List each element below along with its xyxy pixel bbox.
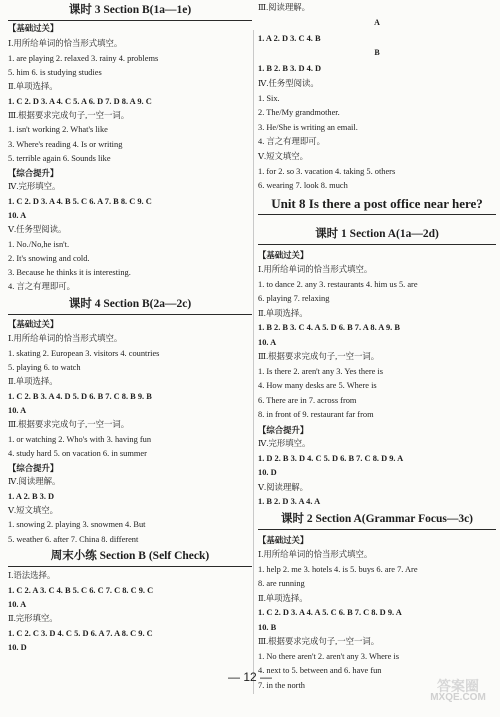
answer-line: 1. C 2. D 3. A 4. B 5. C 6. A 7. B 8. C 9. C <box>8 197 152 206</box>
answer-line: 3. He/She is writing an email. <box>258 123 358 132</box>
category-heading: 【综合提升】 <box>8 168 59 178</box>
title-underline <box>258 529 496 530</box>
answer-line: 1. to dance 2. any 3. restaurants 4. him us 5. are <box>258 280 418 289</box>
answer-line: Ⅱ.完形填空。 <box>8 614 58 623</box>
answer-line: 8. are running <box>258 579 305 588</box>
page-number: — 12 — <box>227 670 272 684</box>
answer-line: 1. are playing 2. relaxed 3. rainy 4. problems <box>8 54 159 63</box>
category-heading: 【综合提升】 <box>8 463 59 473</box>
answer-line: 10. A <box>8 600 27 609</box>
answer-line: 4. How many desks are 5. Where is <box>258 381 377 390</box>
answer-line: 2. The/My grandmother. <box>258 108 340 117</box>
answer-line: Ⅲ.根据要求完成句子,一空一词。 <box>258 637 380 646</box>
answer-line: 1. A 2. B 3. D <box>8 492 55 501</box>
answer-line: 1. for 2. so 3. vacation 4. taking 5. others <box>258 167 396 176</box>
answer-line: Ⅳ.完形填空。 <box>258 439 311 448</box>
answer-line: 3. Where's reading 4. Is or writing <box>8 140 123 149</box>
answer-line: 7. in the north <box>258 681 305 690</box>
answer-line: 1. C 2. D 3. A 4. A 5. C 6. B 7. C 8. D 9. A <box>258 608 402 617</box>
answer-line: 1. No./No,he isn't. <box>8 240 70 249</box>
answer-line: 6. There are in 7. across from <box>258 396 357 405</box>
answer-line: 2. It's snowing and cold. <box>8 254 90 263</box>
answer-line: 5. weather 6. after 7. China 8. different <box>8 535 139 544</box>
answer-line: 6. wearing 7. look 8. much <box>258 181 348 190</box>
answer-line: Ⅱ.单项选择。 <box>8 82 58 91</box>
answer-line: 4. next to 5. between and 6. have fun <box>258 666 382 675</box>
category-heading: 【基础过关】 <box>8 23 59 33</box>
answer-line: Ⅲ.根据要求完成句子,一空一词。 <box>258 352 380 361</box>
category-heading: 【基础过关】 <box>8 319 59 329</box>
answer-line: 1. B 2. B 3. C 4. A 5. D 6. B 7. A 8. A 9. B <box>258 323 400 332</box>
answer-line: Ⅴ.短文填空。 <box>8 506 59 515</box>
answer-line: 5. terrible again 6. Sounds like <box>8 154 111 163</box>
title-underline <box>8 314 252 315</box>
section-title: 课时 2 Section A(Grammar Focus—3c) <box>280 513 474 525</box>
answer-line: Ⅲ.根据要求完成句子,一空一词。 <box>8 420 130 429</box>
passage-label: A <box>374 18 380 27</box>
answer-line: 4. study hard 5. on vacation 6. in summer <box>8 449 147 458</box>
answer-line: Ⅰ.用所给单词的恰当形式填空。 <box>258 265 373 274</box>
section-title: Unit 8 Is there a post office near here? <box>271 196 483 211</box>
answer-line: 1. C 2. C 3. D 4. C 5. D 6. A 7. A 8. C 9. C <box>8 629 153 638</box>
section-title: 课时 1 Section A(1a—2d) <box>315 228 439 240</box>
answer-line: 1. Is there 2. aren't any 3. Yes there is <box>258 367 384 376</box>
answer-line: Ⅰ.语法选择。 <box>8 571 56 580</box>
answer-line: 4. 言之有理即可。 <box>8 282 75 291</box>
answer-line: 4. 言之有理即可。 <box>258 137 325 146</box>
answer-line: Ⅰ.用所给单词的恰当形式填空。 <box>8 334 123 343</box>
answer-line: 1. Six. <box>258 94 280 103</box>
answer-line: 1. A 2. D 3. C 4. B <box>258 34 321 43</box>
answer-line: Ⅲ.根据要求完成句子,一空一词。 <box>8 111 130 120</box>
answer-line: Ⅴ.任务型阅读。 <box>8 225 67 234</box>
answer-line: Ⅳ.阅读理解。 <box>8 477 61 486</box>
answer-line: 1. help 2. me 3. hotels 4. is 5. buys 6. are 7. Are <box>258 565 418 574</box>
answer-line: 1. or watching 2. Who's with 3. having fun <box>8 435 152 444</box>
answer-line: 6. playing 7. relaxing <box>258 294 330 303</box>
answer-line: 1. skating 2. European 3. visitors 4. countries <box>8 349 160 358</box>
section-title: 周末小练 Section B (Self Check) <box>50 550 210 562</box>
answer-line: Ⅰ.用所给单词的恰当形式填空。 <box>8 39 123 48</box>
answer-line: 1. C 2. D 3. A 4. C 5. A 6. D 7. D 8. A 9. C <box>8 97 152 106</box>
section-title: 课时 3 Section B(1a—1e) <box>68 4 192 16</box>
answer-line: Ⅳ.完形填空。 <box>8 182 61 191</box>
answer-line: 8. in front of 9. restaurant far from <box>258 410 374 419</box>
answer-line: 1. B 2. D 3. A 4. A <box>258 497 321 506</box>
answer-line: Ⅱ.单项选择。 <box>258 309 308 318</box>
answer-line: 1. isn't working 2. What's like <box>8 125 108 134</box>
answer-line: Ⅱ.单项选择。 <box>8 377 58 386</box>
category-heading: 【综合提升】 <box>258 425 309 435</box>
answer-line: Ⅴ.短文填空。 <box>258 152 309 161</box>
answer-line: 1. No there aren't 2. aren't any 3. Where is <box>258 652 399 661</box>
answer-line: Ⅰ.用所给单词的恰当形式填空。 <box>258 550 373 559</box>
section-title: 课时 4 Section B(2a—2c) <box>68 298 192 310</box>
answer-line: 10. A <box>258 338 277 347</box>
answer-line: Ⅴ.阅读理解。 <box>258 483 309 492</box>
answer-line: 10. D <box>258 468 277 477</box>
answer-line: 1. C 2. B 3. A 4. D 5. D 6. B 7. C 8. B 9. B <box>8 392 152 401</box>
answer-line: 3. Because he thinks it is interesting. <box>8 268 131 277</box>
column-divider <box>253 30 254 694</box>
watermark-logo <box>418 680 498 704</box>
title-underline <box>8 20 252 21</box>
watermark-name: 答案圈 <box>437 678 479 694</box>
answer-line: 1. B 2. B 3. D 4. D <box>258 64 322 73</box>
watermark-url: MXQE.COM <box>430 692 486 703</box>
answer-line: 1. C 2. A 3. C 4. B 5. C 6. C 7. C 8. C 9. C <box>8 586 154 595</box>
answer-line: Ⅲ.阅读理解。 <box>258 3 311 12</box>
title-underline <box>258 214 496 215</box>
title-underline <box>258 244 496 245</box>
answer-line: 5. playing 6. to watch <box>8 363 81 372</box>
category-heading: 【基础过关】 <box>258 250 309 260</box>
answer-line: 5. him 6. is studying studies <box>8 68 102 77</box>
answer-line: 10. B <box>258 623 277 632</box>
answer-line: 1. D 2. B 3. D 4. C 5. D 6. B 7. C 8. D 9. A <box>258 454 404 463</box>
answer-line: 10. A <box>8 406 27 415</box>
answer-line: 10. A <box>8 211 27 220</box>
answer-line: Ⅳ.任务型阅读。 <box>258 79 319 88</box>
answer-line: 10. D <box>8 643 27 652</box>
answer-line: 1. snowing 2. playing 3. snowmen 4. But <box>8 520 146 529</box>
category-heading: 【基础过关】 <box>258 535 309 545</box>
title-underline <box>8 566 252 567</box>
answer-line: Ⅱ.单项选择。 <box>258 594 308 603</box>
passage-label: B <box>374 48 380 57</box>
